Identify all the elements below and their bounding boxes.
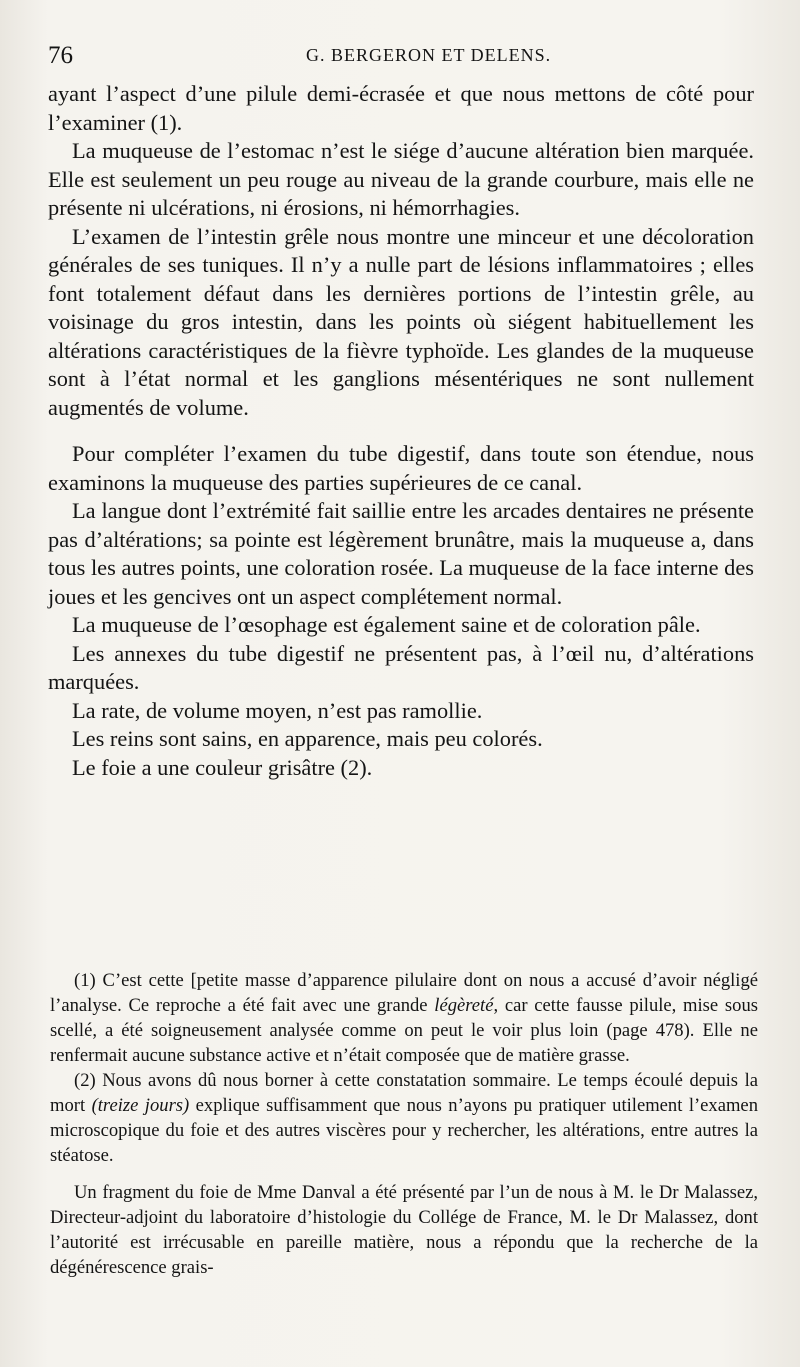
page-header: [48, 38, 758, 78]
paragraph-5: La langue dont l’extrémité fait saillie entre les arcades dentaires ne présente pas d’altérations; sa pointe est légèrement brunâtre, mais la muqueuse a, dans tous les autres points, une coloration rosée. La muqueuse de la face interne des joues et les gencives ont un aspect complétement normal.: [48, 498, 754, 609]
paragraph-9: Les reins sont sains, en apparence, mais peu colorés.: [72, 726, 543, 751]
footnote-2-italic: (treize jours): [91, 1095, 190, 1116]
paragraph-7: Les annexes du tube digestif ne présentent pas, à l’œil nu, d’altérations marquées.: [48, 640, 754, 694]
footnotes: [50, 968, 758, 1280]
paragraph-1: ayant l’aspect d’une pilule demi-écrasée et que nous mettons de côté pour l’examiner (1).: [48, 81, 754, 135]
main-text: [48, 80, 754, 782]
footnote-2: [50, 1068, 758, 1168]
page-number: 76: [48, 42, 73, 69]
footnote-1-text-a: (1) C’est cette [petite masse d’apparence pilulaire dont on nous a accusé d’avoir négligé l’analyse. Ce reproche a été fait avec une grande: [50, 970, 758, 1016]
paragraph-4: Pour compléter l’examen du tube digestif, dans toute son étendue, nous examinons la muqueuse des parties supérieures de ce canal.: [48, 441, 754, 495]
paragraph-3: L’examen de l’intestin grêle nous montre une minceur et une décoloration générales de ses tuniques. Il n’y a nulle part de lésions inflammatoires ; elles font totalement défaut dans les dernières portions de l’intestin grêle, au voisinage du gros intestin, dans les points où siégent habituellement les altérations caractéristiques de la fièvre typhoïde. Les glandes de la muqueuse sont à l’état normal et les ganglions mésentériques ne sont nullement augmentés de volume.: [48, 223, 754, 420]
footnote-1-italic: légèreté: [434, 995, 494, 1016]
footnote-2-text-a: (2) Nous avons dû nous borner à cette constatation sommaire. Le temps écoulé depuis la mort: [50, 1070, 758, 1116]
paragraph-10: Le foie a une couleur grisâtre (2).: [72, 754, 373, 780]
footnote-1-text-b: , car cette fausse pilule, mise sous scellé, a été soigneusement analysée comme on peut le voir plus loin (page 478). Elle ne renfermait aucune substance active et n’était composée que de matière grasse.: [50, 995, 758, 1066]
paragraph-6: La muqueuse de l’œsophage est également saine et de coloration pâle.: [72, 612, 701, 637]
footnote-1: [50, 968, 758, 1068]
running-head: G. BERGERON ET DELENS.: [306, 45, 552, 65]
paragraph-2: La muqueuse de l’estomac n’est le siége d’aucune altération bien marquée. Elle est seulement un peu rouge au niveau de la grande courbure, mais elle ne présente ni ulcérations, ni érosions, ni hémorrhagies.: [48, 138, 754, 220]
footnote-2-text-b: explique suffisamment que nous n’ayons pu pratiquer utilement l’examen microscopique du foie et des autres viscères pour y rechercher, les altérations, entre autres la stéatose.: [50, 1095, 758, 1166]
paragraph-8: La rate, de volume moyen, n’est pas ramollie.: [72, 697, 483, 723]
footnote-continuation: Un fragment du foie de Mme Danval a été présenté par l’un de nous à M. le Dr Malassez, Directeur-adjoint du laboratoire d’histologie du Collége de France, M. le Dr Malassez, dont l’autorité est irrécusable en pareille matière, nous a répondu que la recherche de la dégénérescence grais-: [50, 1182, 758, 1278]
